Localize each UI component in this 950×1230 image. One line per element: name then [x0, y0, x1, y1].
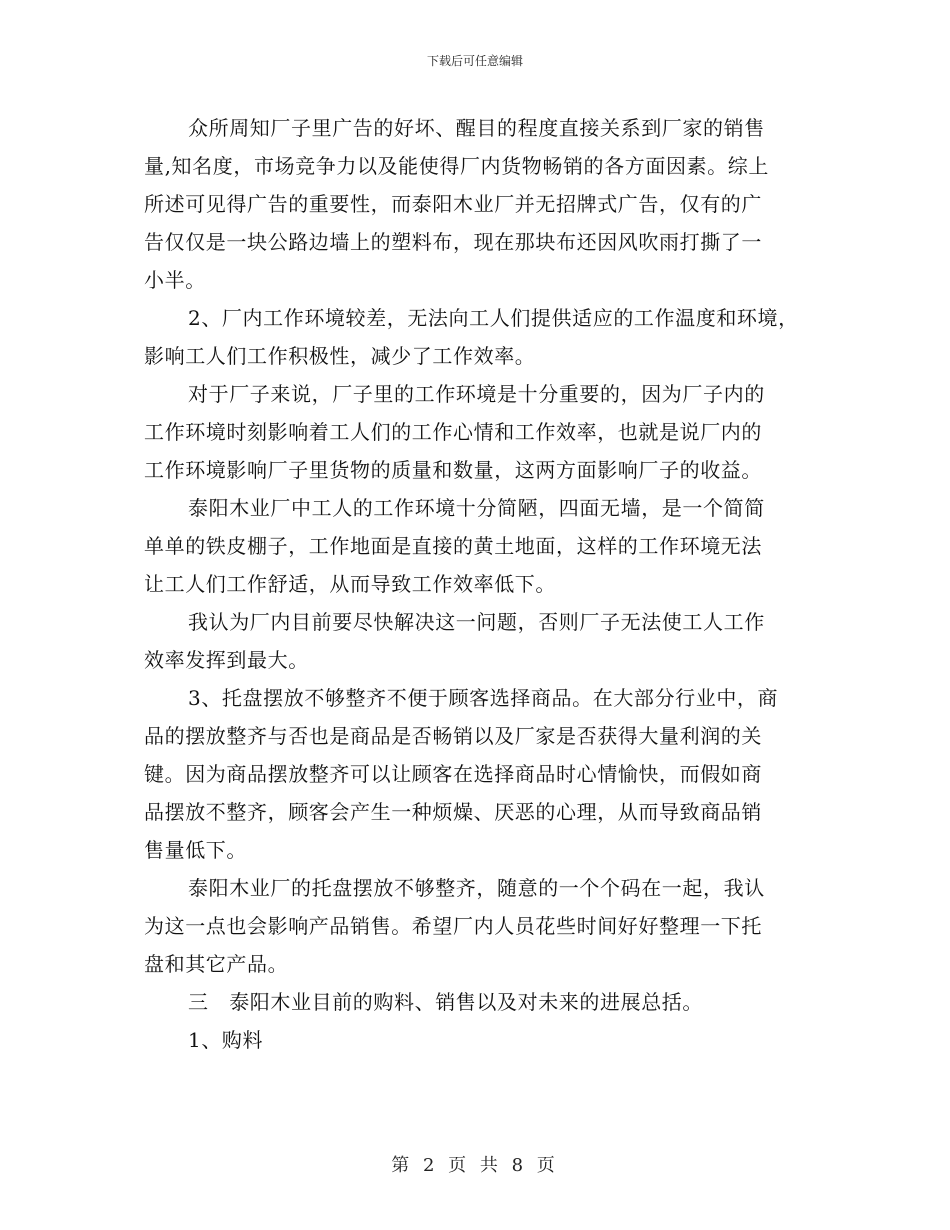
paragraph-line: 工作环境时刻影响着工人们的工作心情和工作效率，也就是说厂内的	[144, 420, 762, 444]
paragraph-line: 品的摆放整齐与否也是商品是否畅销以及厂家是否获得大量利润的关	[144, 724, 762, 748]
paragraph-line: 让工人们工作舒适，从而导致工作效率低下。	[144, 572, 556, 596]
paragraph-line: 单单的铁皮棚子，工作地面是直接的黄土地面，这样的工作环境无法	[144, 534, 762, 558]
chapter-heading-line: 三 泰阳木业目前的购料、销售以及对未来的进展总括。	[188, 990, 703, 1014]
paragraph-line: 效率发挥到最大。	[144, 648, 309, 672]
paragraph-line: 盘和其它产品。	[144, 952, 289, 976]
paragraph-line: 对于厂子来说，厂子里的工作环境是十分重要的，因为厂子内的	[188, 382, 765, 406]
section-heading-line: 影响工人们工作积极性，减少了工作效率。	[144, 344, 536, 368]
paragraph-line: 工作环境影响厂子里货物的质量和数量，这两方面影响厂子的收益。	[144, 458, 762, 482]
paragraph-line: 小半。	[144, 268, 206, 292]
paragraph-line: 品摆放不整齐，顾客会产生一种烦燥、厌恶的心理，从而导致商品销	[144, 800, 762, 824]
section-heading-line: 2、厂内工作环境较差，无法向工人们提供适应的工作温度和环境，	[188, 306, 799, 330]
paragraph-line: 众所周知厂子里广告的好坏、醒目的程度直接关系到厂家的销售	[188, 116, 765, 140]
paragraph-line: 键。因为商品摆放整齐可以让顾客在选择商品时心情愉快，而假如商	[144, 762, 762, 786]
paragraph-line: 告仅仅是一块公路边墙上的塑料布，现在那块布还因风吹雨打撕了一	[144, 230, 762, 254]
paragraph-line: 泰阳木业厂中工人的工作环境十分简陋，四面无墙，是一个简简	[188, 496, 765, 520]
paragraph-line: 量,知名度，市场竞争力以及能使得厂内货物畅销的各方面因素。综上	[144, 154, 769, 178]
subsection-heading-line: 1、购料	[188, 1028, 264, 1052]
paragraph-line: 所述可见得广告的重要性，而泰阳木业厂并无招牌式广告，仅有的广	[144, 192, 762, 216]
document-body	[144, 109, 804, 1059]
paragraph-line: 泰阳木业厂的托盘摆放不够整齐，随意的一个个码在一起，我认	[188, 876, 765, 900]
page-header: 下载后可任意编辑	[426, 54, 523, 68]
paragraph-line: 我认为厂内目前要尽快解决这一问题，否则厂子无法使工人工作	[188, 610, 765, 634]
page-number: 第 2 页 共 8 页	[391, 1155, 559, 1176]
section-heading-line: 3、托盘摆放不够整齐不便于顾客选择商品。在大部分行业中，商	[188, 686, 779, 710]
paragraph-line: 售量低下。	[144, 838, 247, 862]
paragraph-line: 为这一点也会影响产品销售。希望厂内人员花些时间好好整理一下托	[144, 914, 762, 938]
